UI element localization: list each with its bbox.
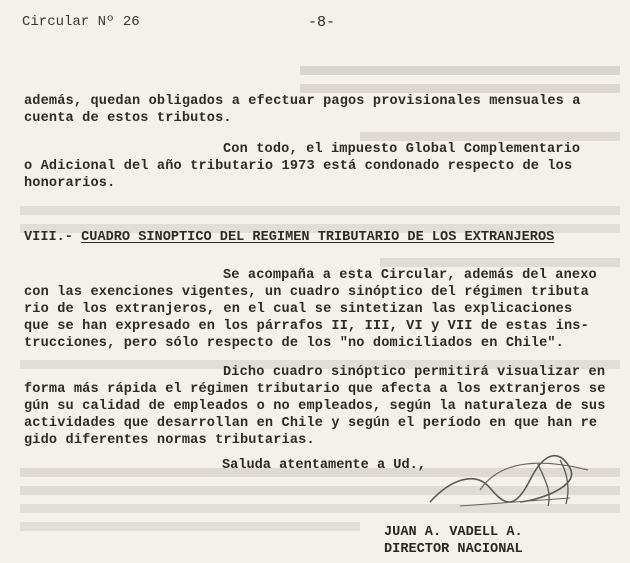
signatory-title: DIRECTOR NACIONAL [384, 542, 523, 557]
closing-salutation: Saluda atentamente a Ud., [222, 458, 426, 473]
section-title: CUADRO SINOPTICO DEL REGIMEN TRIBUTARIO DE LOS EXTRANJEROS [81, 230, 555, 245]
signatory-name: JUAN A. VADELL A. [384, 525, 523, 540]
section-heading [24, 230, 554, 245]
section-number: VIII.- [24, 230, 73, 245]
paragraph-line: rio de los extranjeros, en el cual se sintetizan las explicaciones [24, 302, 573, 317]
paragraph-line: honorarios. [24, 176, 116, 191]
paragraph-line: o Adicional del año tributario 1973 está condonado respecto de los [24, 159, 573, 174]
circular-number: Circular Nº 26 [22, 14, 140, 30]
paragraph-line: trucciones, pero sólo respecto de los "no domiciliados en Chile". [24, 336, 564, 351]
handwritten-signature [420, 440, 600, 520]
paragraph-line: gido diferentes normas tributarias. [24, 433, 315, 448]
paragraph-line: que se han expresado en los párrafos II, III, VI y VII de estas ins- [24, 319, 589, 334]
paragraph-line: gún su calidad de empleados o no empleados, según la naturaleza de sus [24, 399, 606, 414]
paragraph-line: actividades que desarrollan en Chile y según el período en que han re [24, 416, 598, 431]
paragraph-line: cuenta de estos tributos. [24, 111, 232, 126]
paragraph-line: Dicho cuadro sinóptico permitirá visualizar en [223, 365, 606, 380]
paragraph-line: con las exenciones vigentes, un cuadro sinóptico del régimen tributa [24, 285, 589, 300]
paragraph-line: además, quedan obligados a efectuar pagos provisionales mensuales a [24, 94, 581, 109]
paragraph-line: forma más rápida el régimen tributario que afecta a los extranjeros se [24, 382, 606, 397]
page-number: -8- [308, 14, 336, 31]
paragraph-line: Se acompaña a esta Circular, además del anexo [223, 268, 597, 283]
paragraph-line: Con todo, el impuesto Global Complementario [223, 142, 581, 157]
